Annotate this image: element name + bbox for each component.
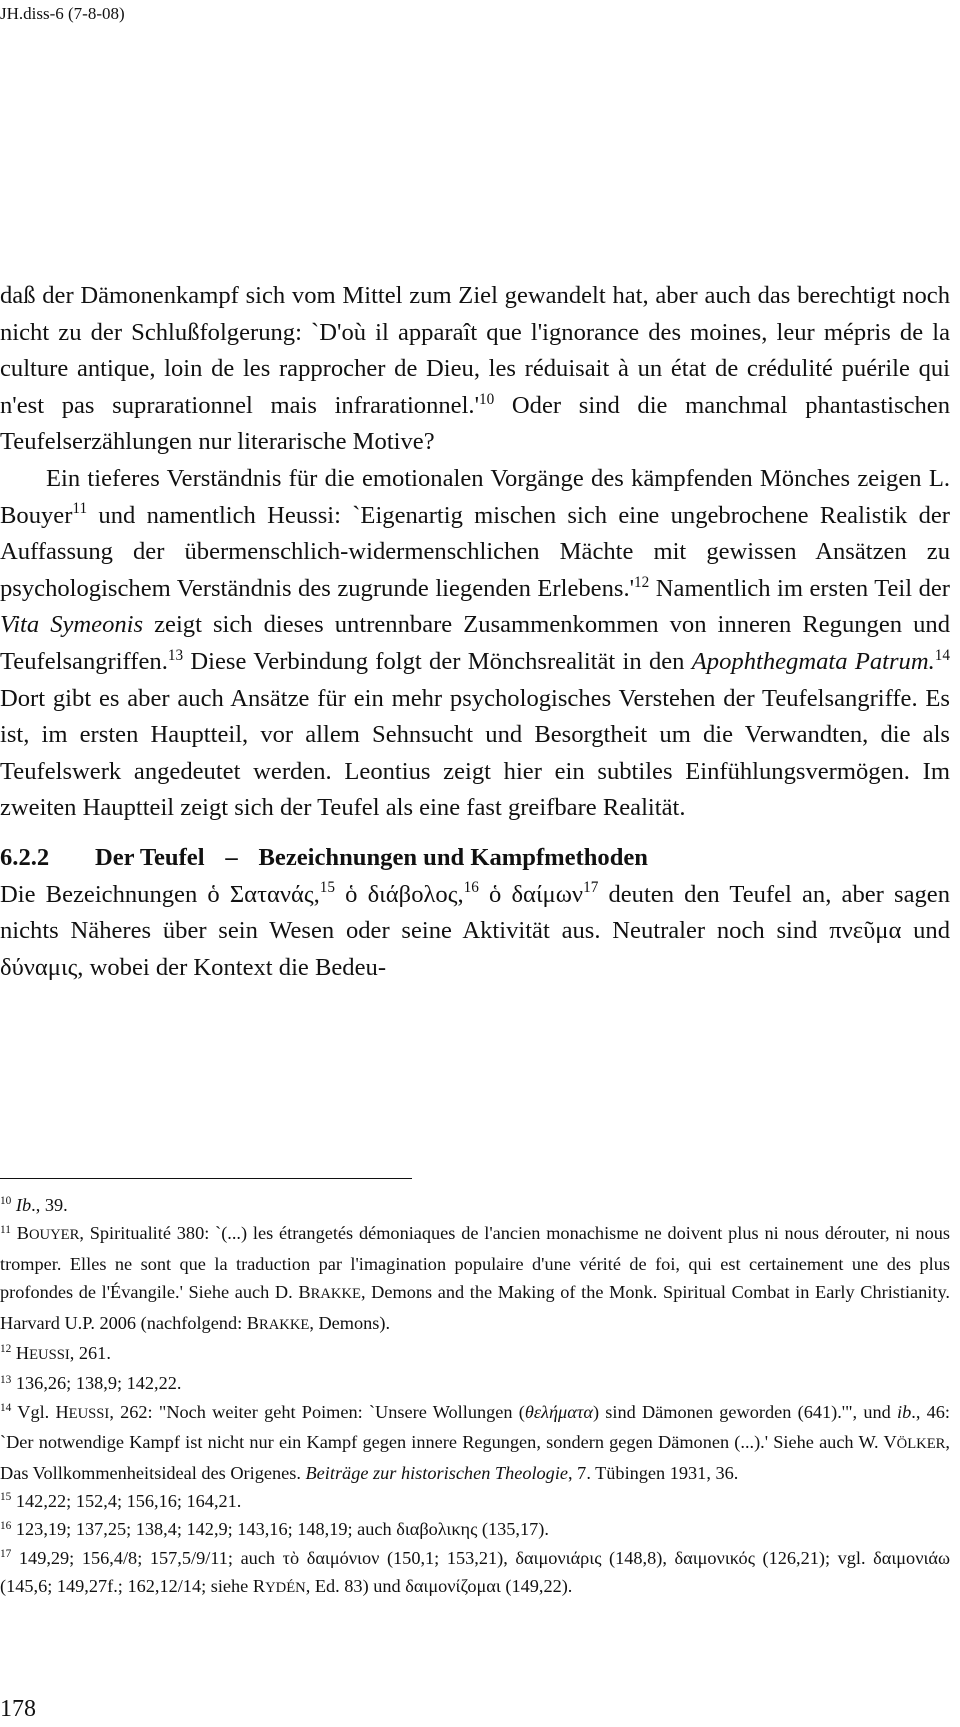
text-run: 149,29; 156,4/8; 157,5/9/11; auch τὸ δαιμόνιον (150,1; 153,21), δαιμονιάρις (148,8), δαιμονικός (126,21); vgl. δαιμονιάω (145,6; 149,27f.; 162,12/14; siehe <box>0 1547 950 1597</box>
footnote-number: 11 <box>0 1223 11 1236</box>
italic-title: Apophthegmata Patrum. <box>691 647 935 675</box>
footnote-ref-12[interactable]: 12 <box>634 573 650 591</box>
text-run: Diese Verbindung folgt der Mönchsrealität in den <box>183 647 692 675</box>
text-run: und namentlich Heussi: `Eigenartig mischen sich eine ungebrochene Realistik der Auffassung der übermenschlich-widermenschlichen Mächte mit gewissen Ansätzen zu psychologischem Verständnis des zugrunde liegenden Erlebens.' <box>0 501 950 602</box>
section-title-a: Der Teufel <box>95 843 205 871</box>
author-name: VÖLKER <box>883 1432 946 1453</box>
text-run: , Demons). <box>309 1312 391 1333</box>
author-name: BOUYER <box>16 1223 80 1244</box>
text-run: Vgl. <box>11 1401 56 1422</box>
text-run: ., 39. <box>31 1195 68 1215</box>
italic-title: Vita Symeonis <box>0 611 144 639</box>
text-run: ὁ δαίμων <box>478 880 584 908</box>
author-name: HEUSSI <box>55 1401 110 1422</box>
footnote-ref-13[interactable]: 13 <box>167 646 184 664</box>
author-name: RYDÉN <box>252 1576 306 1597</box>
footnote-14 <box>0 1398 950 1487</box>
author-name: BRAKKE <box>298 1282 361 1303</box>
footnote-number: 10 <box>0 1195 12 1208</box>
text-run: , 262: "Noch weiter geht Poimen: `Unsere Wollungen ( <box>109 1401 525 1422</box>
text-run: 136,26; 138,9; 142,22. <box>11 1373 182 1394</box>
text-run: Oder sind die manchmal phantastischen Teufelserzählungen nur literarische Motive? <box>0 391 950 456</box>
running-header: JH.diss-6 (7-8-08) <box>0 4 125 23</box>
text-run: deuten den Teufel an, aber sagen nichts Näheres über sein Wesen oder seine Aktivität aus. Neutraler noch sind πνεῦμα und δύναμις, wobei der Kontext die Bedeu- <box>0 880 950 981</box>
italic-text: Ib <box>15 1195 32 1215</box>
section-dash: – <box>225 843 238 871</box>
footnote-12 <box>0 1339 950 1369</box>
section-title-b: Bezeichnungen und Kampfmethoden <box>258 843 648 871</box>
footnote-13 <box>0 1369 950 1397</box>
footnote-ref-10[interactable]: 10 <box>479 390 495 408</box>
text-run: ., 46: `Der notwendige Kampf ist nicht nur ein Kampf gegen innere Regungen, sondern gegen Dämonen (...).' Siehe auch W. <box>0 1401 950 1453</box>
italic-text: ib <box>897 1401 912 1422</box>
footnote-ref-16[interactable]: 16 <box>463 879 479 897</box>
text-run: ὁ διάβολος, <box>334 880 464 908</box>
footnote-17 <box>0 1544 950 1603</box>
text-run: Die Bezeichnungen ὁ Σατανάς, <box>0 880 320 908</box>
footnote-16 <box>0 1515 950 1543</box>
greek-italic: θελήματα <box>524 1401 593 1422</box>
page-number: 178 <box>0 1696 36 1722</box>
main-text <box>0 278 950 986</box>
text-run: , Demons and the Making of the Monk. Spiritual Combat in Early Christianity. Harvard U.P. 2006 (nachfolgend: <box>0 1282 950 1333</box>
footnotes <box>0 1191 950 1603</box>
text-run: , 7. Tübingen 1931, 36. <box>568 1462 739 1483</box>
footnote-number: 14 <box>0 1402 12 1415</box>
footnote-number: 13 <box>0 1373 12 1386</box>
text-run: , Das Vollkommenheitsideal des Origenes. <box>0 1432 950 1483</box>
text-run: daß der Dämonenkampf sich vom Mittel zum Ziel gewandelt hat, aber auch das berechtigt noch nicht zu der Schlußfolgerung: `D'où il apparaît que l'ignorance des moines, leur mépris de la culture antique, loin de les rapprocher de Dieu, les réduisait à un état de crédulité puérile qui n'est pas suprarationnel mais infrarationnel.' <box>0 282 950 419</box>
footnote-ref-11[interactable]: 11 <box>72 500 88 518</box>
footnote-ref-15[interactable]: 15 <box>319 879 335 897</box>
text-run: zeigt sich dieses untrennbare Zusammenkommen von inneren Regungen und Teufelsangriffen. <box>0 611 950 675</box>
text-run: 123,19; 137,25; 138,4; 142,9; 143,16; 148,19; auch διαβολικης (135,17). <box>11 1519 549 1540</box>
text-run: 142,22; 152,4; 156,16; 164,21. <box>11 1491 242 1512</box>
footnote-ref-14[interactable]: 14 <box>934 646 950 664</box>
footnote-divider <box>0 1178 412 1179</box>
author-name: HEUSSI <box>15 1343 70 1364</box>
paragraph-2 <box>0 461 950 827</box>
text-run: ) sind Dämonen geworden (641).'", und <box>592 1401 898 1422</box>
footnote-11 <box>0 1219 950 1339</box>
section-number: 6.2.2 <box>0 843 50 871</box>
footnote-ref-17[interactable]: 17 <box>583 879 599 897</box>
footnote-number: 16 <box>0 1519 12 1532</box>
text-run: Dort gibt es aber auch Ansätze für ein mehr psychologisches Verstehen der Teufelsangriffe. Es ist, im ersten Hauptteil, vor allem Sehnsucht und Besorgtheit um die Verwandten, die als Teufelswerk angedeutet werden. Leontius zeigt hier ein subtiles Einfühlungsvermögen. Im zweiten Hauptteil zeigt sich der Teufel als eine fast greifbare Realität. <box>0 684 950 822</box>
footnote-15 <box>0 1487 950 1515</box>
footnote-number: 15 <box>0 1491 12 1504</box>
footnote-number: 17 <box>0 1548 12 1561</box>
paragraph-1 <box>0 278 950 461</box>
section-heading <box>0 840 950 877</box>
footnote-number: 12 <box>0 1343 12 1356</box>
text-run: , Ed. 83) und δαιμονίζομαι (149,22). <box>305 1576 573 1597</box>
author-name: BRAKKE <box>246 1312 310 1333</box>
footnote-10 <box>0 1191 950 1219</box>
text-run: , 261. <box>69 1343 111 1364</box>
paragraph-3 <box>0 877 950 987</box>
text-run: , Spiritualité 380: `(...) les étrangetés démoniaques de l'ancien monachisme ne doivent plus ni nous dérouter, ni nous tromper. Elles ne sont que la traduction par l'imagination populaire d'une vérité de foi, qui est certainement une des plus profondes de l'Évangile.' Siehe auch D. <box>0 1223 950 1303</box>
text-run: Namentlich im ersten Teil der <box>649 574 950 602</box>
italic-title: Beiträge zur historischen Theologie <box>305 1462 569 1483</box>
text-run: Ein tieferes Verständnis für die emotionalen Vorgänge des kämpfenden Mönches zeigen L. Bouyer <box>0 464 950 529</box>
